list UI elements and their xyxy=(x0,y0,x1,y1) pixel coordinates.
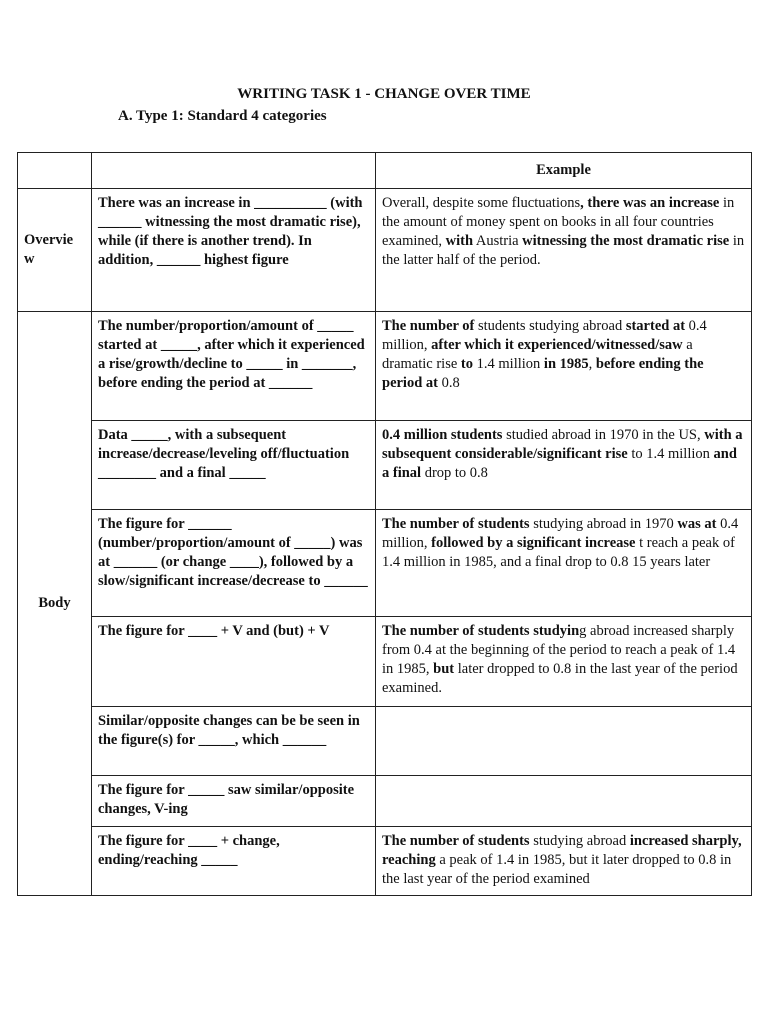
example-text-run: studied abroad in 1970 in the US, xyxy=(502,427,705,443)
table-row xyxy=(18,617,752,707)
example-text-run: started at xyxy=(625,318,686,334)
example-text-run: with a subsequent considerable/significant rise xyxy=(382,427,743,462)
template-cell: The figure for ____ + V and (but) + V xyxy=(92,617,376,707)
example-cell xyxy=(376,421,752,510)
table-row xyxy=(18,312,752,421)
template-cell: The figure for ____ + change, ending/reaching _____ xyxy=(92,827,376,896)
example-text-run: to xyxy=(460,356,474,372)
example-text-run: Overall, despite some fluctuations xyxy=(382,195,581,211)
example-text-run: t reach a peak of 1.4 million in 1985, and a final drop to 0.8 15 years later xyxy=(382,535,735,570)
example-cell xyxy=(376,189,752,312)
example-cell xyxy=(376,776,752,827)
template-cell: The figure for _____ saw similar/opposite changes, V-ing xyxy=(92,776,376,827)
example-text-run: a peak of 1.4 in 1985, but it later dropped to 0.8 in the last year of the period examined xyxy=(382,852,732,887)
example-text-run: The number of students xyxy=(382,516,530,532)
example-text-run: after which it experienced/witnessed/saw xyxy=(431,337,683,353)
example-text-run: witnessing the most dramatic rise xyxy=(522,233,730,249)
section-subtitle: A. Type 1: Standard 4 categories xyxy=(118,108,327,124)
example-text-run: Austria xyxy=(473,233,523,249)
structure-table xyxy=(17,152,752,896)
header-example: Example xyxy=(376,153,752,189)
table-header-row xyxy=(18,153,752,189)
header-empty-cell xyxy=(92,153,376,189)
example-text-run: before ending the period at xyxy=(382,356,704,391)
example-text-run: students studying abroad xyxy=(474,318,626,334)
example-text-run: 0.4 million students xyxy=(382,427,503,443)
example-text-run: g abroad increased sharply from 0.4 at the beginning of the period to reach a peak of 1.4 in 1985, xyxy=(382,623,736,677)
example-text-run: in 1985 xyxy=(543,356,589,372)
example-text-run: , xyxy=(588,356,596,372)
overview-label: Overvie w xyxy=(18,189,92,312)
table-row xyxy=(18,189,752,312)
example-text-run: a dramatic rise xyxy=(382,337,693,372)
table-row xyxy=(18,827,752,896)
example-cell xyxy=(376,510,752,617)
example-text-run: The number of students xyxy=(382,833,530,849)
example-text-run: and a final xyxy=(382,446,737,481)
example-cell xyxy=(376,827,752,896)
table-row xyxy=(18,776,752,827)
example-text-run: , there was an increase xyxy=(580,195,720,211)
example-cell xyxy=(376,707,752,776)
table-row xyxy=(18,510,752,617)
example-text-run: 0.4 million, xyxy=(382,516,739,551)
example-text-run: studying abroad in 1970 xyxy=(529,516,678,532)
template-cell: The figure for ______ (number/proportion/amount of _____) was at ______ (or change ____), followed by a slow/significant increase/decrease to ______ xyxy=(92,510,376,617)
example-cell xyxy=(376,312,752,421)
template-cell: Similar/opposite changes can be be seen in the figure(s) for _____, which ______ xyxy=(92,707,376,776)
example-text-run: The number of students studyin xyxy=(382,623,580,639)
example-cell xyxy=(376,617,752,707)
example-text-run: 1.4 million xyxy=(473,356,544,372)
document-title: WRITING TASK 1 - CHANGE OVER TIME xyxy=(237,86,531,102)
example-text-run: studying abroad xyxy=(529,833,630,849)
template-cell: There was an increase in __________ (with ______ witnessing the most dramatic rise), while (if there is another trend). In addition, ______ highest figure xyxy=(92,189,376,312)
example-text-run: followed by a significant increase xyxy=(431,535,636,551)
example-text-run: 0.4 million, xyxy=(382,318,707,353)
example-text-run: 0.8 xyxy=(437,375,460,391)
example-text-run: increased sharply, reaching xyxy=(382,833,742,868)
template-cell: Data _____, with a subsequent increase/decrease/leveling off/fluctuation ________ and a final _____ xyxy=(92,421,376,510)
example-text-run: in the latter half of the period. xyxy=(382,233,745,268)
example-text-run: The number of xyxy=(382,318,475,334)
example-text-run: with xyxy=(445,233,474,249)
template-cell: The number/proportion/amount of _____ started at _____, after which it experienced a rise/growth/decline to _____ in _______, before ending the period at ______ xyxy=(92,312,376,421)
example-text-run: in the amount of money spent on books in all four countries examined, xyxy=(382,195,735,249)
example-text-run: to 1.4 million xyxy=(627,446,714,462)
example-text-run: later dropped to 0.8 in the last year of the period examined. xyxy=(382,661,738,696)
table-row xyxy=(18,421,752,510)
example-text-run: drop to 0.8 xyxy=(421,465,488,481)
example-text-run: but xyxy=(433,661,455,677)
table-row xyxy=(18,707,752,776)
body-label: Body xyxy=(18,312,92,896)
example-text-run: was at xyxy=(677,516,717,532)
header-empty-cell xyxy=(18,153,92,189)
